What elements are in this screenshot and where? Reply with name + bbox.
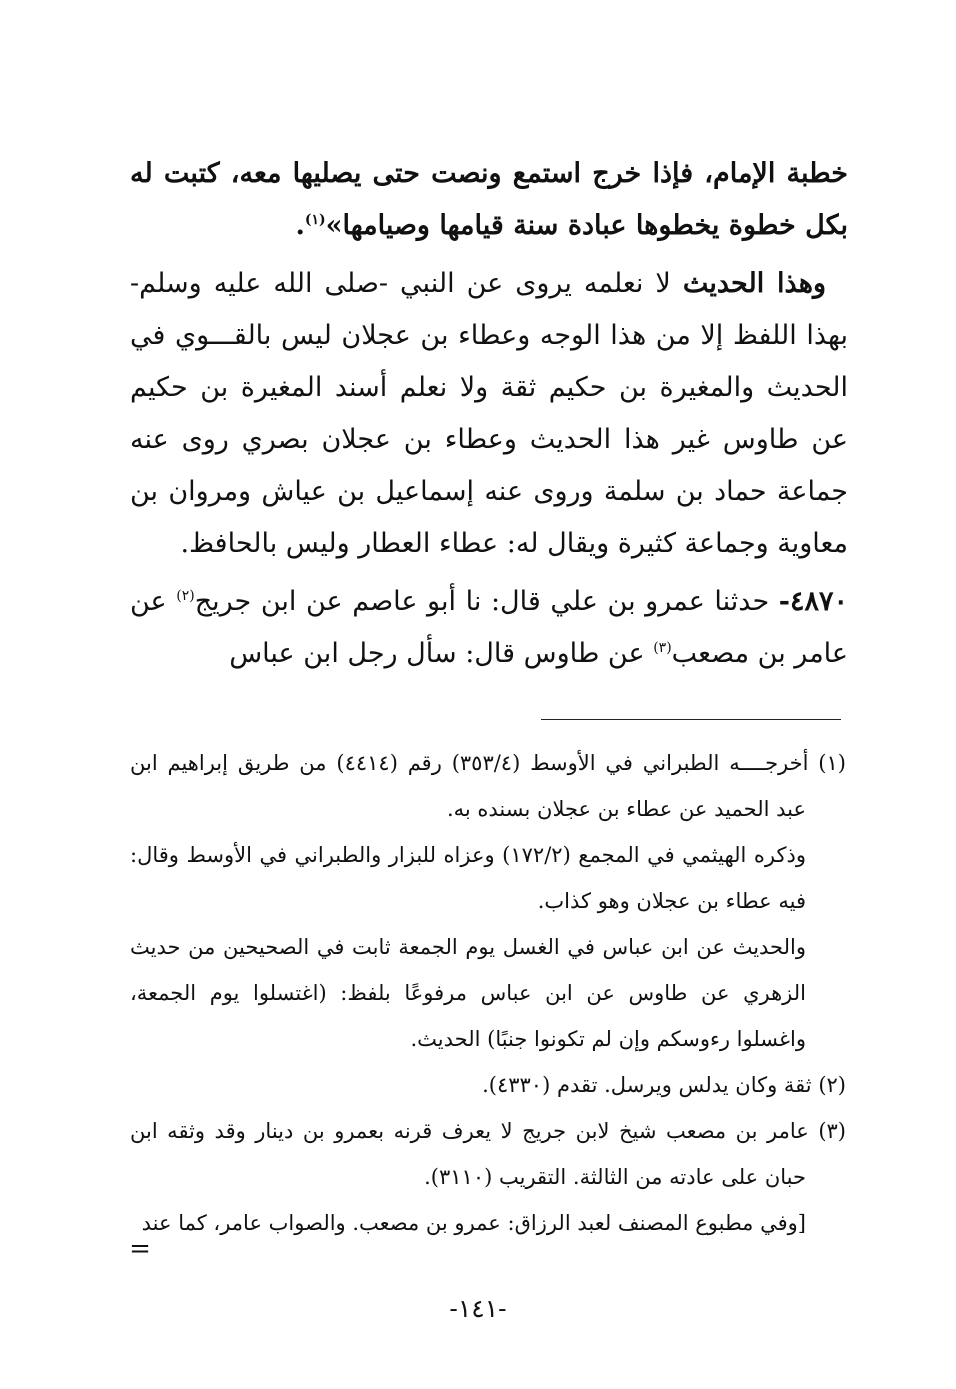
- footnote-2-label: (٢): [818, 1073, 846, 1097]
- footnote-3-label: (٣): [818, 1119, 846, 1143]
- footnote-3-paragraph-2: [وفي مطبوع المصنف لعبد الرزاق: عمرو بن مصعب. والصواب عامر، كما عند: [141, 1211, 806, 1235]
- paragraph-commentary: وهذا الحديث لا نعلمه يروى عن النبي -صلى الله عليه وسلم- بهذا اللفظ إلا من هذا الوجه وعطاء بن عجلان ليس بالقـــوي في الحديث والمغيرة بن حكيم ثقة ولا نعلم أسند المغيرة بن حكيم عن طاوس غير هذا الحديث وعطاء بن عجلان بصري روى عنه جماعة حماد بن سلمة وروى عنه إسماعيل بن عياش ومروان بن معاوية وجماعة كثيرة ويقال له: عطاء العطار وليس بالحافظ.: [130, 268, 848, 559]
- paragraph-hadith-end: خطبة الإمام، فإذا خرج استمع ونصت حتى يصليها معه، كتبت له بكل خطوة يخطوها عبادة سنة قيامها وصيامها»$^{(١)}$.: [130, 158, 848, 241]
- footnote-ref-3[interactable]: (٣): [653, 640, 672, 656]
- footnote-1-label: (١): [818, 751, 846, 775]
- commentary-lead: وهذا الحديث: [682, 268, 826, 299]
- continued-mark: =: [129, 1234, 151, 1264]
- footnote-ref-1[interactable]: (١): [304, 212, 326, 228]
- footnote-3: (٣) عامر بن مصعب شيخ لابن جريج لا يعرف قرنه بعمرو بن دينار وقد وثقه ابن حبان على عادته من الثالثة. التقريب (٣١١٠).: [130, 1119, 846, 1189]
- footnote-1: (١) أخرجــــه الطبراني في الأوسط (٣٥٣/٤) رقم (٤٤١٤) من طريق إبراهيم ابن عبد الحميد عن عطاء بن عجلان بسنده به.: [130, 751, 846, 821]
- footnotes: [130, 740, 846, 1246]
- footnote-1-paragraph-2: وذكره الهيثمي في المجمع (١٧٢/٢) وعزاه للبزار والطبراني في الأوسط وقال: فيه عطاء بن عجلان وهو كذاب.: [130, 843, 806, 913]
- paragraph-hadith-4870: ٤٨٧٠- حدثنا عمرو بن علي قال: نا أبو عاصم عن ابن جريج$^{(٢)}$ عن عامر بن مصعب$^{(٣)}$ عن طاوس قال: سأل رجل ابن عباس: [130, 586, 848, 669]
- page-number: -١٤١-: [449, 1294, 507, 1323]
- footnote-separator: [541, 719, 841, 720]
- main-text: [130, 148, 848, 680]
- hadith-number: ٤٨٧٠-: [778, 586, 848, 617]
- footnote-ref-2[interactable]: (٢): [176, 588, 195, 604]
- footnote-2: (٢) ثقة وكان يدلس ويرسل. تقدم (٤٣٣٠).: [482, 1073, 846, 1097]
- footnote-1-paragraph-3: والحديث عن ابن عباس في الغسل يوم الجمعة ثابت في الصحيحين من حديث الزهري عن طاوس عن ابن عباس مرفوعًا بلفظ: (اغتسلوا يوم الجمعة، واغسلوا رءوسكم وإن لم تكونوا جنبًا) الحديث.: [130, 935, 806, 1051]
